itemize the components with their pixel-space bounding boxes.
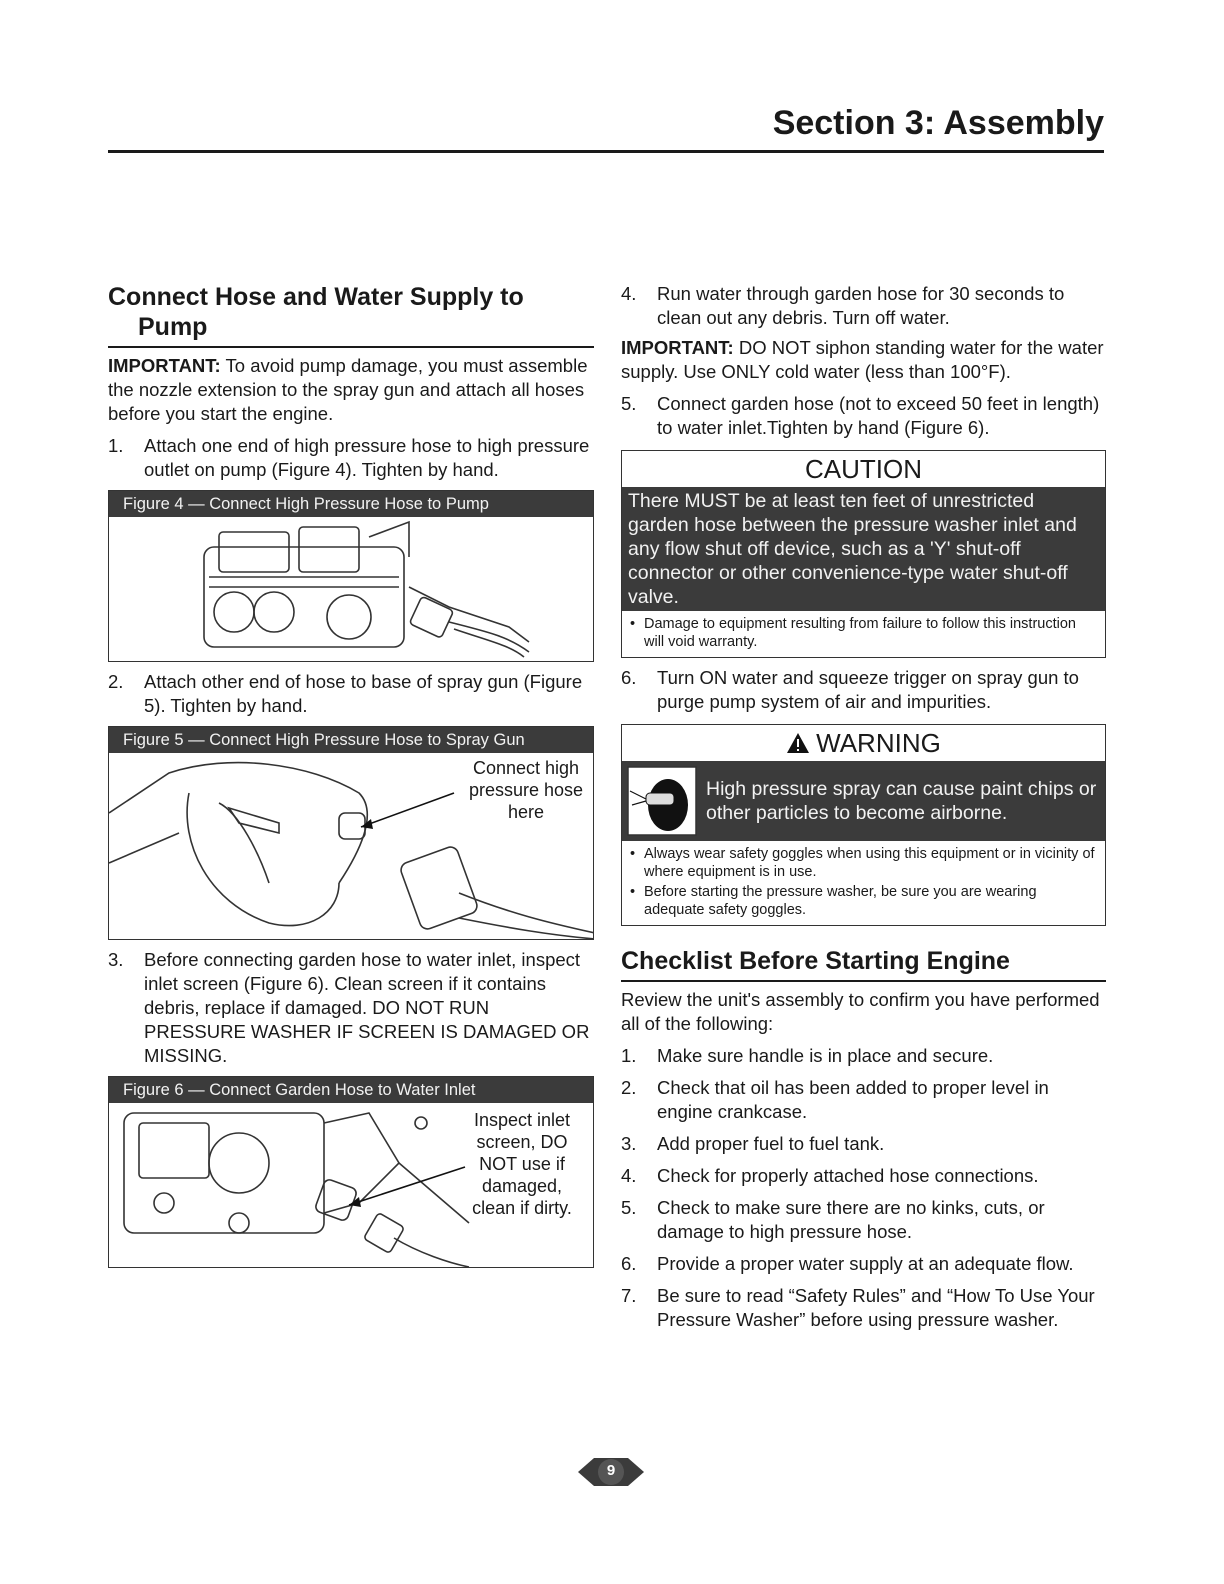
callout-line: Inspect inlet <box>473 1110 571 1130</box>
important-note <box>108 354 594 426</box>
step-text: Run water through garden hose for 30 seconds to clean out any debris. Turn off water. <box>657 283 1065 328</box>
step-text: Add proper fuel to fuel tank. <box>657 1133 885 1154</box>
warning-title: WARNING <box>816 728 941 758</box>
callout-line: here <box>507 802 545 822</box>
pump-illustration <box>109 517 594 661</box>
step-number: 6. <box>621 1253 637 1274</box>
caution-title: CAUTION <box>805 454 922 484</box>
page-number-badge <box>578 1456 644 1488</box>
checklist-item <box>621 1252 1106 1276</box>
bullet-dot: • <box>630 884 636 900</box>
figure-6-title: Figure 6 — Connect Garden Hose to Water Inlet <box>109 1077 593 1103</box>
checklist-item <box>621 1284 1106 1332</box>
important-label: IMPORTANT: <box>621 337 734 358</box>
bullet-text: Always wear safety goggles when using this equipment or in vicinity of where equipment is in use. <box>644 846 1095 880</box>
step-text: Check for properly attached hose connections. <box>657 1165 1039 1186</box>
step-3 <box>108 948 594 1068</box>
caution-box <box>621 450 1106 658</box>
callout-line: damaged, <box>481 1176 563 1196</box>
heading-line-1: Connect Hose and Water Supply to <box>108 283 524 311</box>
step-text: Check to make sure there are no kinks, cuts, or damage to high pressure hose. <box>657 1197 1045 1242</box>
step-4 <box>621 282 1106 330</box>
step-5 <box>621 392 1106 440</box>
warning-box <box>621 724 1106 926</box>
checklist-item <box>621 1196 1106 1244</box>
step-text: Make sure handle is in place and secure. <box>657 1045 994 1066</box>
important-note <box>621 336 1106 384</box>
step-number: 2. <box>108 671 124 692</box>
caution-bullets <box>622 611 1105 657</box>
step-number: 4. <box>621 283 637 304</box>
step-2 <box>108 670 594 718</box>
step-text: Attach other end of hose to base of spray gun (Figure 5). Tighten by hand. <box>144 671 583 716</box>
figure-5-title: Figure 5 — Connect High Pressure Hose to Spray Gun <box>109 727 593 753</box>
step-text: Attach one end of high pressure hose to high pressure outlet on pump (Figure 4). Tighten by hand. <box>144 435 590 480</box>
warning-bullets <box>622 841 1105 925</box>
important-text: DO NOT siphon standing water for the water supply. Use ONLY cold water (less than 100°F). <box>621 337 1104 382</box>
important-text: To avoid pump damage, you must assemble the nozzle extension to the spray gun and attach all hoses before you start the engine. <box>108 355 588 424</box>
callout-line: screen, DO <box>476 1132 568 1152</box>
warning-header <box>622 725 1105 761</box>
step-text: Connect garden hose (not to exceed 50 feet in length) to water inlet.Tighten by hand (Figure 6). <box>657 393 1100 438</box>
step-number: 1. <box>621 1045 637 1066</box>
step-number: 3. <box>108 949 124 970</box>
step-number: 5. <box>621 393 637 414</box>
bullet-text: Before starting the pressure washer, be sure you are wearing adequate safety goggles. <box>644 884 1037 918</box>
heading-line-2: Pump <box>138 313 208 341</box>
hose-section-heading <box>108 282 594 342</box>
section-title: Section 3: Assembly <box>772 104 1104 142</box>
figure-4 <box>108 490 594 662</box>
heading-rule <box>621 980 1106 982</box>
caution-bullet <box>630 615 1097 651</box>
figure-4-title: Figure 4 — Connect High Pressure Hose to Pump <box>109 491 593 517</box>
step-6 <box>621 666 1106 714</box>
step-1 <box>108 434 594 482</box>
callout-line: clean if dirty. <box>472 1198 572 1218</box>
checklist-item <box>621 1164 1106 1188</box>
left-column <box>108 282 594 1268</box>
step-number: 3. <box>621 1133 637 1154</box>
title-rule <box>108 150 1104 153</box>
step-number: 1. <box>108 435 124 456</box>
warning-triangle-icon <box>786 732 810 754</box>
step-text: Check that oil has been added to proper level in engine crankcase. <box>657 1077 1049 1122</box>
bullet-dot: • <box>630 846 636 862</box>
right-column <box>621 282 1106 1332</box>
bullet-dot: • <box>630 616 636 632</box>
step-text: Provide a proper water supply at an adequate flow. <box>657 1253 1074 1274</box>
figure-6 <box>108 1076 594 1268</box>
bullet-text: Damage to equipment resulting from failure to follow this instruction will void warranty. <box>644 616 1076 650</box>
step-number: 5. <box>621 1197 637 1218</box>
warning-bullet <box>630 883 1097 919</box>
step-text: Before connecting garden hose to water inlet, inspect inlet screen (Figure 6). Clean screen if it contains debris, replace if damaged. DO NOT RUN PRESSURE WASHER IF SCREEN IS DAMAGED OR MISSING. <box>144 949 590 1066</box>
figure-6-callout <box>459 1109 585 1219</box>
heading-rule <box>108 346 594 348</box>
step-number: 7. <box>621 1285 637 1306</box>
checklist-item <box>621 1044 1106 1068</box>
step-text: Be sure to read “Safety Rules” and “How To Use Your Pressure Washer” before using pressure washer. <box>657 1285 1095 1330</box>
callout-line: NOT use if <box>479 1154 565 1174</box>
step-number: 4. <box>621 1165 637 1186</box>
checklist-item <box>621 1076 1106 1124</box>
important-label: IMPORTANT: <box>108 355 221 376</box>
step-text: Turn ON water and squeeze trigger on spray gun to purge pump system of air and impurities. <box>657 667 1079 712</box>
figure-5 <box>108 726 594 940</box>
checklist-heading: Checklist Before Starting Engine <box>621 947 1010 975</box>
checklist-intro: Review the unit's assembly to confirm you have performed all of the following: <box>621 989 1100 1034</box>
caution-text: There MUST be at least ten feet of unrestricted garden hose between the pressure washer inlet and any flow shut off device, such as a 'Y' shut-off connector or other convenience-type water shut-off valve. <box>622 487 1105 611</box>
page-number: 9 <box>606 1462 616 1479</box>
step-number: 6. <box>621 667 637 688</box>
warning-bullet <box>630 845 1097 881</box>
callout-line: pressure hose <box>468 780 584 800</box>
safety-goggles-icon <box>622 761 702 841</box>
checklist-item <box>621 1132 1106 1156</box>
figure-5-callout <box>459 757 593 823</box>
callout-line: Connect high <box>472 758 580 778</box>
warning-text: High pressure spray can cause paint chips or other particles to become airborne. <box>706 778 1097 824</box>
warning-hazard-row <box>622 761 1105 841</box>
step-number: 2. <box>621 1077 637 1098</box>
